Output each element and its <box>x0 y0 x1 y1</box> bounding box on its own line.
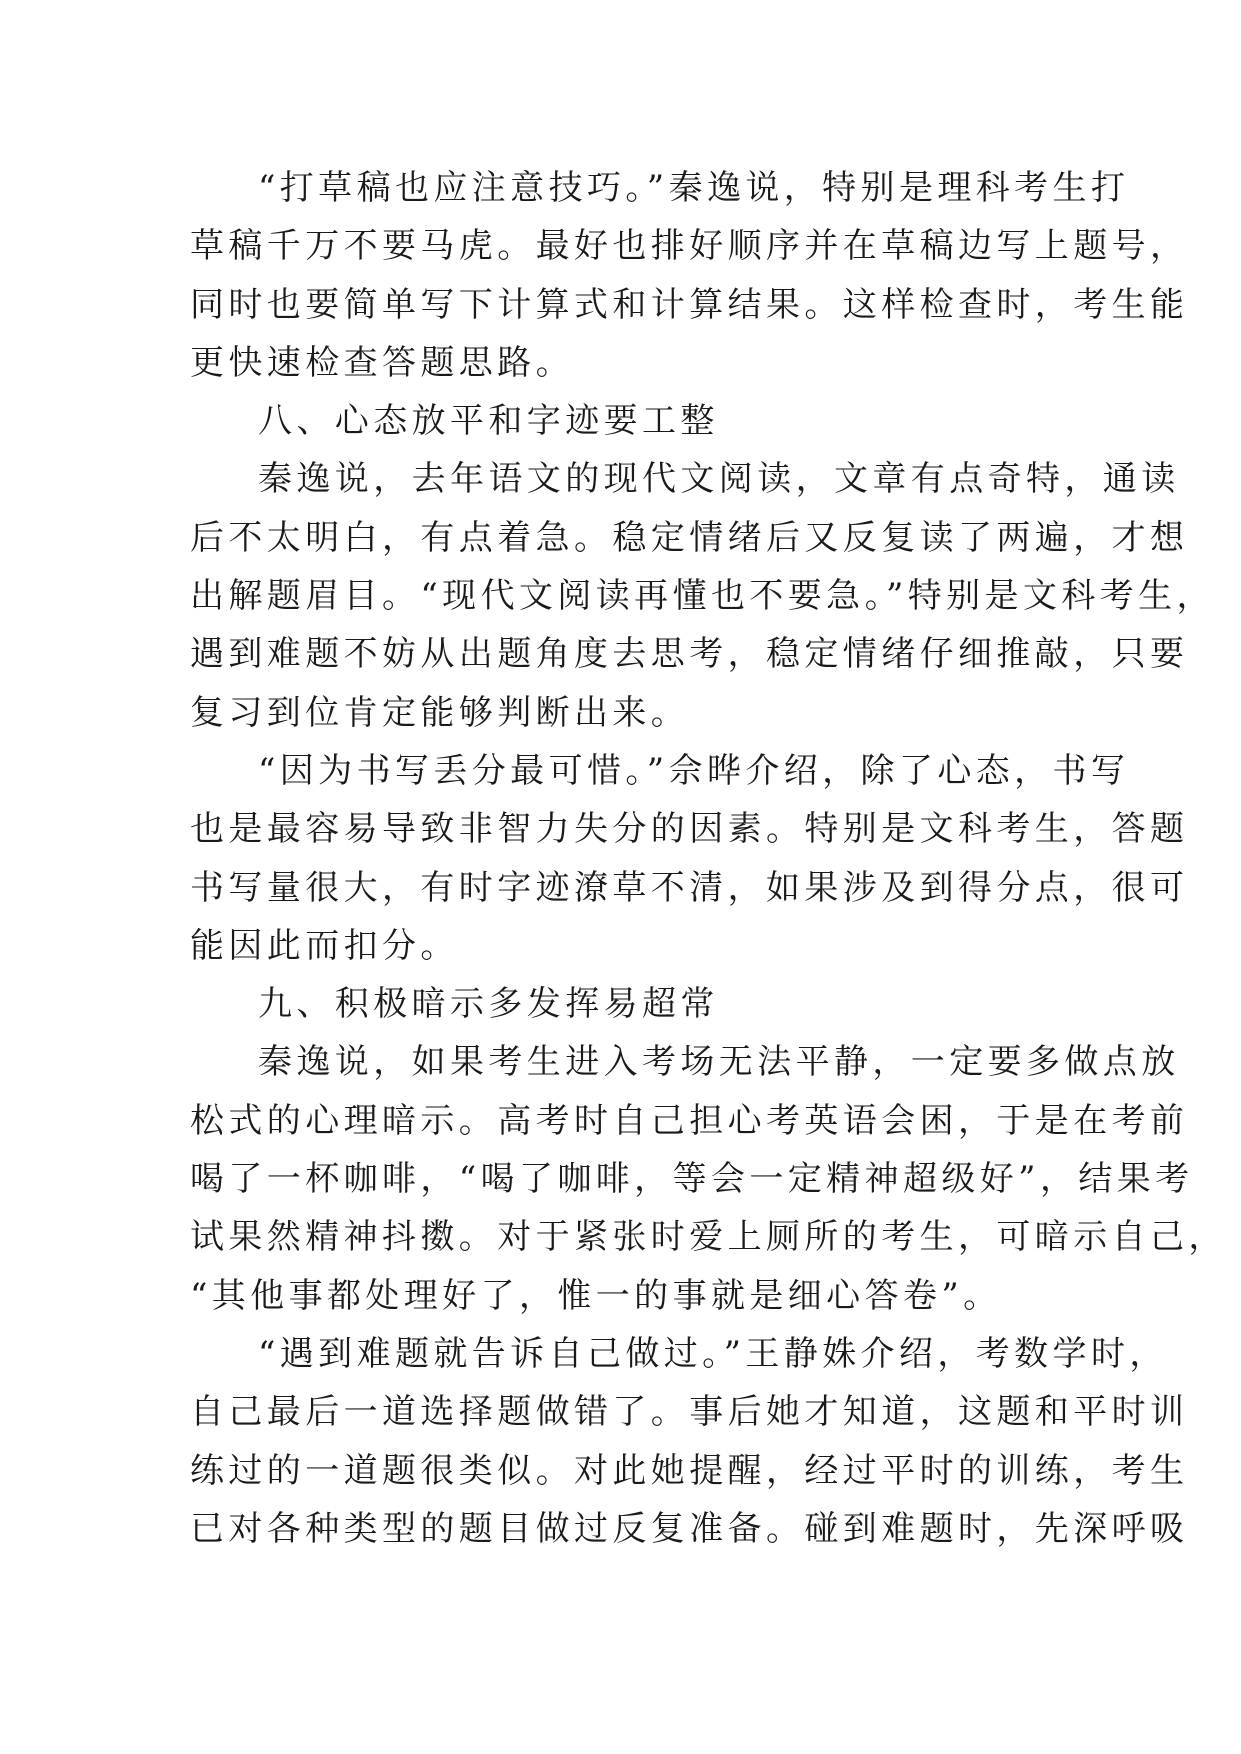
document-body <box>190 159 1227 1558</box>
text-line: 能因此而扣分。 <box>190 925 459 966</box>
text-line: 草稿千万不要马虎。最好也排好顺序并在草稿边写上题号， <box>190 226 1189 267</box>
text-line: “遇到难题就告诉自己做过。”王静姝介绍，考数学时， <box>258 1333 1168 1374</box>
text-line: 更快速检查答题思路。 <box>190 342 574 383</box>
text-line: 松式的心理暗示。高考时自己担心考英语会困，于是在考前 <box>190 1100 1189 1141</box>
text-line: “因为书写丢分最可惜。”佘晔介绍，除了心态，书写 <box>258 750 1130 791</box>
text-line: 秦逸说，去年语文的现代文阅读，文章有点奇特，通读 <box>258 459 1180 500</box>
text-line: 也是最容易导致非智力失分的因素。特别是文科考生，答题 <box>190 809 1189 850</box>
text-line: 喝了一杯咖啡，“喝了咖啡，等会一定精神超级好”，结果考 <box>190 1159 1194 1200</box>
section-heading: 九、积极暗示多发挥易超常 <box>258 984 719 1025</box>
text-line: 后不太明白，有点着急。稳定情绪后又反复读了两遍，才想 <box>190 517 1189 558</box>
text-line: 已对各种类型的题目做过反复准备。碰到难题时，先深呼吸 <box>190 1508 1189 1549</box>
text-line: 自己最后一道选择题做错了。事后她才知道，这题和平时训 <box>190 1392 1189 1433</box>
text-line: “其他事都处理好了，惟一的事就是细心答卷”。 <box>190 1275 1002 1316</box>
text-line: 秦逸说，如果考生进入考场无法平静，一定要多做点放 <box>258 1042 1180 1083</box>
text-line: 复习到位肯定能够判断出来。 <box>190 692 690 733</box>
text-line: 书写量很大，有时字迹潦草不清，如果涉及到得分点，很可 <box>190 867 1189 908</box>
text-line: 遇到难题不妨从出题角度去思考，稳定情绪仔细推敲，只要 <box>190 634 1189 675</box>
text-line: 同时也要简单写下计算式和计算结果。这样检查时，考生能 <box>190 284 1189 325</box>
section-heading: 八、心态放平和字迹要工整 <box>258 401 719 442</box>
text-line: 练过的一道题很类似。对此她提醒，经过平时的训练，考生 <box>190 1450 1189 1491</box>
text-line: “打草稿也应注意技巧。”秦逸说，特别是理科考生打 <box>258 168 1130 208</box>
text-line: 试果然精神抖擞。对于紧张时爱上厕所的考生，可暗示自己， <box>190 1217 1227 1258</box>
text-line: 出解题眉目。“现代文阅读再懂也不要急。”特别是文科考生， <box>190 576 1215 617</box>
